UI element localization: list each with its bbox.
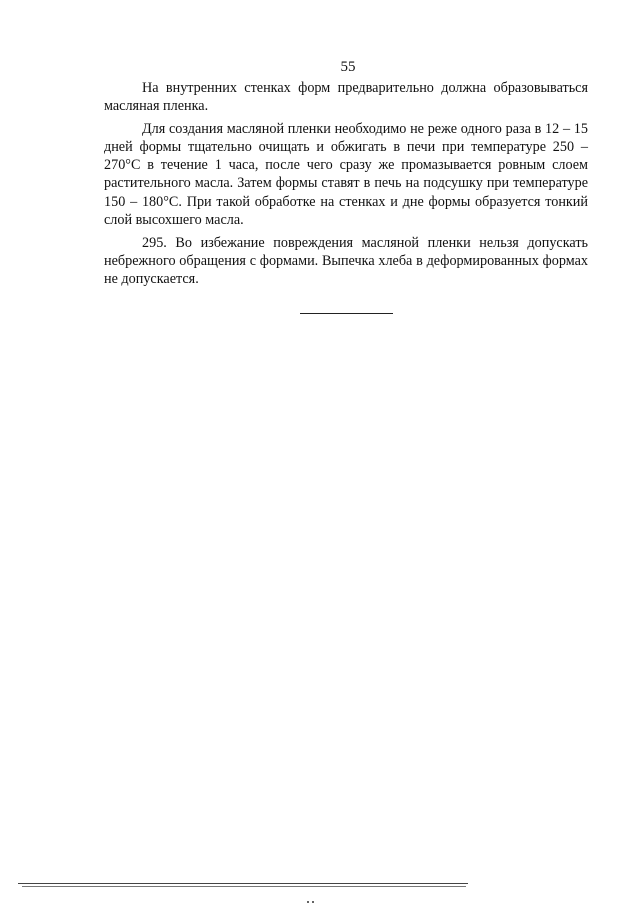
end-of-text-rule — [300, 313, 393, 314]
scan-artifact-dot — [307, 901, 309, 903]
body-text — [104, 79, 588, 293]
paragraph-oil-film: На внутренних стенках форм предварительно должна образовываться масляная пленка. — [104, 80, 588, 115]
scan-artifact-dot — [312, 901, 314, 903]
scan-edge-line — [18, 883, 468, 884]
paragraph-295: 295. Во избежание повреждения масляной пленки нельзя допускать небрежного обращения с формами. Выпечка хлеба в деформированных формах не допускается. — [104, 234, 588, 287]
scan-edge-line-secondary — [22, 886, 466, 887]
page-number: 55 — [340, 59, 356, 75]
paragraph-film-creation: Для создания масляной пленки необходимо не реже одного раза в 12 – 15 дней формы тщательно очищать и обжигать в печи при температуре 250 – 270°С в течение 1 часа, после чего сразу же промазывается ровным слоем растительного масла. Затем формы ставят в печь на подсушку при температуре 150 – 180°С. При такой обработке на стенках и дне формы образуется тонкий слой высохшего масла. — [104, 121, 588, 228]
